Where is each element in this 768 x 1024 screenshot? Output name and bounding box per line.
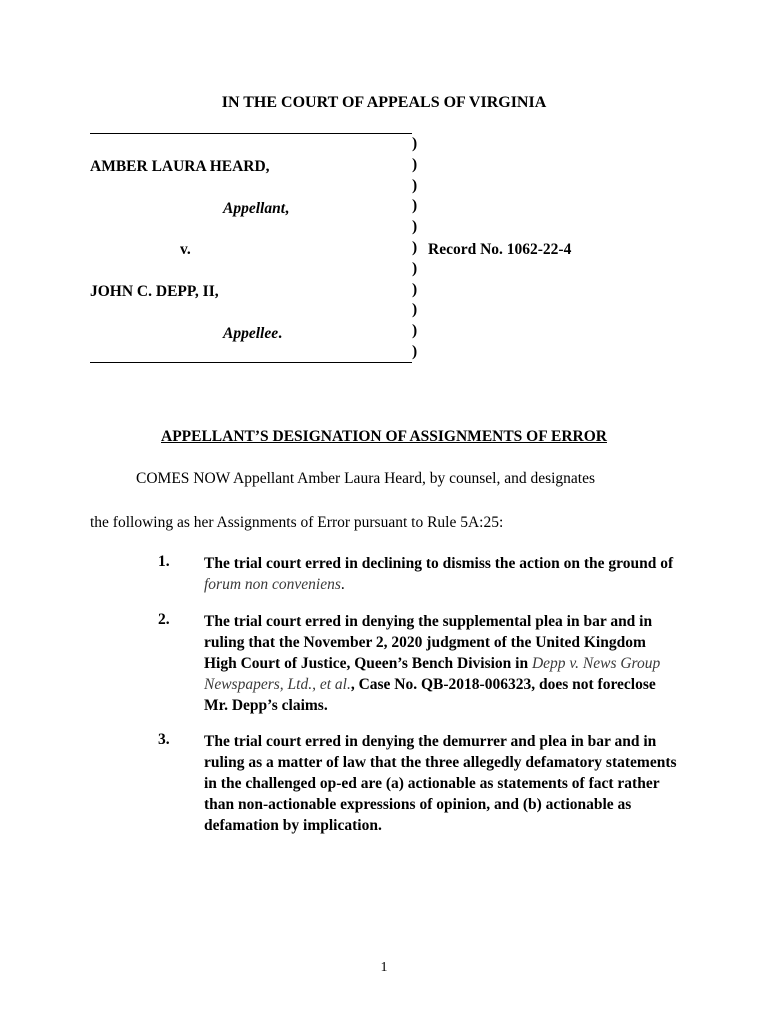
assignment-text — [204, 731, 682, 836]
appellee-role-label: Appellee — [223, 325, 279, 342]
assignment-number: 3. — [158, 731, 170, 748]
caption-paren: ) — [412, 176, 418, 194]
assignment-number: 1. — [158, 553, 170, 570]
caption-paren: ) — [412, 280, 418, 298]
caption-paren: ) — [412, 259, 418, 277]
caption-paren: ) — [412, 155, 418, 173]
appellant-role-label: Appellant — [223, 200, 286, 217]
assignment-text — [204, 611, 682, 716]
appellee-role — [223, 325, 282, 343]
record-number: Record No. 1062-22-4 — [428, 241, 572, 258]
assignment-text-part: The trial court erred in declining to dismiss the action on the ground of — [204, 555, 674, 572]
caption-top-rule — [90, 133, 412, 134]
appellant-name: AMBER LAURA HEARD, — [90, 158, 270, 175]
caption-paren: ) — [412, 342, 418, 360]
assignment-text-end: . — [340, 576, 345, 593]
assignment-number: 2. — [158, 611, 170, 628]
versus-label: v. — [180, 241, 191, 258]
assignment-text — [204, 553, 674, 595]
court-title: IN THE COURT OF APPEALS OF VIRGINIA — [221, 94, 547, 111]
appellee-role-suffix: . — [278, 325, 282, 342]
caption-paren: ) — [412, 322, 418, 340]
caption-paren: ) — [412, 135, 418, 152]
intro-line-2: the following as her Assignments of Error pursuant to Rule 5A:25: — [90, 514, 504, 531]
document-heading: APPELLANT’S DESIGNATION OF ASSIGNMENTS OF ERROR — [161, 428, 607, 445]
page-number: 1 — [380, 960, 388, 975]
assignment-italic-part: forum non conveniens — [204, 576, 341, 593]
intro-line-1: COMES NOW Appellant Amber Laura Heard, by counsel, and designates — [136, 470, 596, 487]
assignment-italic-part: Depp v. News Group Newspapers, Ltd., et al. — [204, 655, 661, 693]
caption-paren: ) — [412, 197, 418, 215]
caption-paren-column — [412, 134, 417, 363]
assignment-text-part: The trial court erred in denying the demurrer and plea in bar and in ruling as a matter of law that the three allegedly defamatory statements in the challenged op-ed are (a) actionable as statements of fact rather than non-actionable expressions of opinion, and (b) actionable as defamation by implication. — [204, 733, 677, 834]
assignment-text-end: , Case No. QB-2018-006323, does not foreclose Mr. Depp’s claims. — [204, 676, 656, 714]
caption-paren: ) — [412, 238, 418, 256]
appellant-role — [223, 200, 289, 218]
appellee-name: JOHN C. DEPP, II, — [90, 283, 219, 300]
appellant-role-suffix: , — [285, 200, 289, 217]
caption-paren: ) — [412, 218, 418, 236]
caption-paren: ) — [412, 301, 418, 319]
caption-bottom-rule — [90, 362, 412, 363]
assignment-text-part: The trial court erred in denying the supplemental plea in bar and in ruling that the November 2, 2020 judgment of the United Kingdom High Court of Justice, Queen’s Bench Division in — [204, 613, 653, 672]
